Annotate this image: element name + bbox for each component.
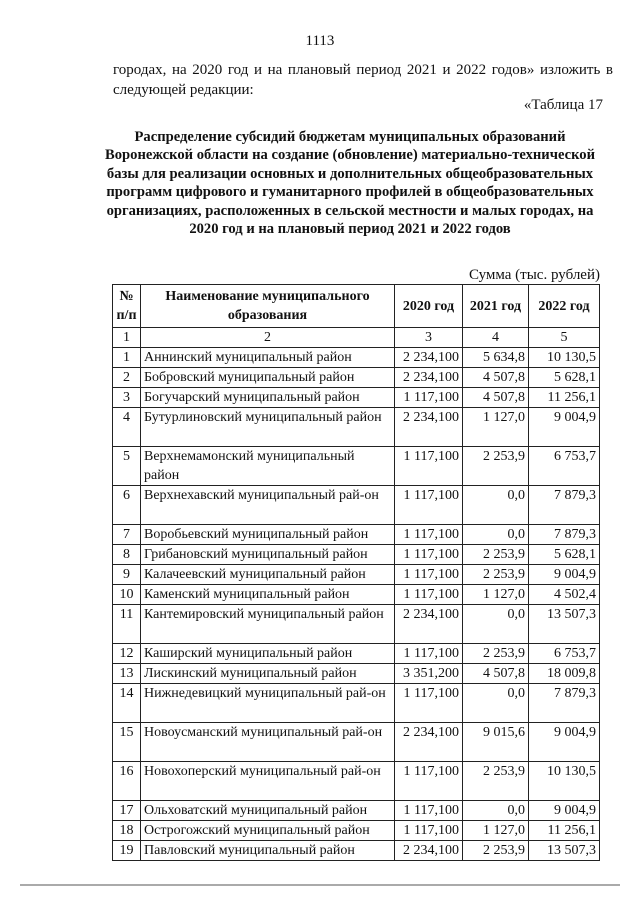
value-2022: 9 004,9 <box>529 565 600 585</box>
header-name: Наименование муниципального образования <box>141 285 395 328</box>
municipality-name: Новоусманский муниципальный рай-он <box>141 723 395 762</box>
table-row <box>113 605 600 644</box>
value-2022: 7 879,3 <box>529 525 600 545</box>
value-2022: 13 507,3 <box>529 605 600 644</box>
row-number: 8 <box>113 545 141 565</box>
row-number: 14 <box>113 684 141 723</box>
municipality-name: Острогожский муниципальный район <box>141 821 395 841</box>
value-2021: 2 253,9 <box>463 644 529 664</box>
value-2021: 1 127,0 <box>463 408 529 447</box>
table-row <box>113 545 600 565</box>
intro-text: городах, на 2020 год и на плановый период 2021 и 2022 годов» изложить в следующей редакции: <box>113 62 613 98</box>
row-number: 18 <box>113 821 141 841</box>
table-row <box>113 348 600 368</box>
value-2022: 7 879,3 <box>529 684 600 723</box>
value-2020: 2 234,100 <box>395 841 463 861</box>
table-header-row <box>113 285 600 328</box>
table-row <box>113 447 600 486</box>
municipality-name: Богучарский муниципальный район <box>141 388 395 408</box>
municipality-name: Каменский муниципальный район <box>141 585 395 605</box>
value-2020: 1 117,100 <box>395 545 463 565</box>
table-row <box>113 525 600 545</box>
table-row <box>113 841 600 861</box>
value-2021: 0,0 <box>463 684 529 723</box>
index-cell: 1 <box>113 328 141 348</box>
value-2020: 2 234,100 <box>395 408 463 447</box>
value-2020: 1 117,100 <box>395 388 463 408</box>
value-2022: 6 753,7 <box>529 644 600 664</box>
value-2022: 6 753,7 <box>529 447 600 486</box>
value-2020: 1 117,100 <box>395 447 463 486</box>
value-2021: 0,0 <box>463 525 529 545</box>
column-index-row <box>113 328 600 348</box>
value-2020: 2 234,100 <box>395 348 463 368</box>
municipality-name: Павловский муниципальный район <box>141 841 395 861</box>
page-number: 1113 <box>305 33 335 49</box>
value-2020: 1 117,100 <box>395 585 463 605</box>
municipality-name: Новохоперский муниципальный рай-он <box>141 762 395 801</box>
row-number: 1 <box>113 348 141 368</box>
value-2021: 1 127,0 <box>463 821 529 841</box>
row-number: 3 <box>113 388 141 408</box>
municipality-name: Воробьевский муниципальный район <box>141 525 395 545</box>
header-2022: 2022 год <box>529 285 600 328</box>
document-title: Распределение субсидий бюджетам муниципальных образований Воронежской области на создание (обновление) материально-технической базы для реализации основных и дополнительных общеобразовательных программ цифрового и гуманитарного профилей в общеобразовательных организациях, расположенных в сельской местности и малых городах, на 2020 год и на плановый период 2021 и 2022 годов <box>105 129 595 238</box>
subsidies-table <box>112 284 600 861</box>
table-row <box>113 408 600 447</box>
municipality-name: Верхнехавский муниципальный рай-он <box>141 486 395 525</box>
row-number: 11 <box>113 605 141 644</box>
value-2022: 5 628,1 <box>529 368 600 388</box>
value-2020: 1 117,100 <box>395 821 463 841</box>
table-row <box>113 585 600 605</box>
value-2022: 9 004,9 <box>529 408 600 447</box>
value-2022: 11 256,1 <box>529 821 600 841</box>
municipality-name: Грибановский муниципальный район <box>141 545 395 565</box>
value-2021: 2 253,9 <box>463 545 529 565</box>
row-number: 6 <box>113 486 141 525</box>
table-row <box>113 644 600 664</box>
value-2020: 3 351,200 <box>395 664 463 684</box>
value-2021: 0,0 <box>463 486 529 525</box>
municipality-name: Калачеевский муниципальный район <box>141 565 395 585</box>
table-row <box>113 801 600 821</box>
municipality-name: Бобровский муниципальный район <box>141 368 395 388</box>
value-2022: 5 628,1 <box>529 545 600 565</box>
value-2020: 1 117,100 <box>395 644 463 664</box>
value-2020: 1 117,100 <box>395 565 463 585</box>
value-2021: 4 507,8 <box>463 368 529 388</box>
value-2020: 1 117,100 <box>395 684 463 723</box>
value-2020: 1 117,100 <box>395 801 463 821</box>
value-2022: 9 004,9 <box>529 723 600 762</box>
value-2022: 13 507,3 <box>529 841 600 861</box>
value-2021: 5 634,8 <box>463 348 529 368</box>
value-2020: 1 117,100 <box>395 486 463 525</box>
index-cell: 4 <box>463 328 529 348</box>
municipality-name: Бутурлиновский муниципальный район <box>141 408 395 447</box>
row-number: 16 <box>113 762 141 801</box>
row-number: 4 <box>113 408 141 447</box>
municipality-name: Верхнемамонский муниципальный район <box>141 447 395 486</box>
table-row <box>113 664 600 684</box>
value-2021: 1 127,0 <box>463 585 529 605</box>
municipality-name: Аннинский муниципальный район <box>141 348 395 368</box>
value-2021: 2 253,9 <box>463 762 529 801</box>
table-row <box>113 762 600 801</box>
table-row <box>113 368 600 388</box>
value-2021: 2 253,9 <box>463 447 529 486</box>
index-cell: 5 <box>529 328 600 348</box>
row-number: 13 <box>113 664 141 684</box>
table-row <box>113 565 600 585</box>
value-2022: 18 009,8 <box>529 664 600 684</box>
page-bottom-edge <box>20 884 620 886</box>
municipality-name: Лискинский муниципальный район <box>141 664 395 684</box>
row-number: 19 <box>113 841 141 861</box>
value-2021: 2 253,9 <box>463 841 529 861</box>
value-2021: 2 253,9 <box>463 565 529 585</box>
municipality-name: Каширский муниципальный район <box>141 644 395 664</box>
value-2020: 1 117,100 <box>395 762 463 801</box>
table-row <box>113 723 600 762</box>
value-2022: 10 130,5 <box>529 348 600 368</box>
value-2021: 9 015,6 <box>463 723 529 762</box>
value-2021: 4 507,8 <box>463 664 529 684</box>
sum-unit-label: Сумма (тыс. рублей) <box>468 267 600 283</box>
table-row <box>113 684 600 723</box>
value-2020: 2 234,100 <box>395 368 463 388</box>
table-row <box>113 388 600 408</box>
municipality-name: Нижнедевицкий муниципальный рай-он <box>141 684 395 723</box>
table-row <box>113 486 600 525</box>
header-2020: 2020 год <box>395 285 463 328</box>
table-body <box>113 328 600 861</box>
value-2020: 1 117,100 <box>395 525 463 545</box>
row-number: 9 <box>113 565 141 585</box>
row-number: 17 <box>113 801 141 821</box>
index-cell: 3 <box>395 328 463 348</box>
header-2021: 2021 год <box>463 285 529 328</box>
value-2022: 9 004,9 <box>529 801 600 821</box>
value-2022: 11 256,1 <box>529 388 600 408</box>
value-2021: 0,0 <box>463 801 529 821</box>
municipality-name: Ольховатский муниципальный район <box>141 801 395 821</box>
row-number: 2 <box>113 368 141 388</box>
row-number: 10 <box>113 585 141 605</box>
header-num: № п/п <box>113 285 141 328</box>
table-row <box>113 821 600 841</box>
value-2021: 4 507,8 <box>463 388 529 408</box>
value-2022: 4 502,4 <box>529 585 600 605</box>
index-cell: 2 <box>141 328 395 348</box>
row-number: 12 <box>113 644 141 664</box>
row-number: 15 <box>113 723 141 762</box>
value-2020: 2 234,100 <box>395 723 463 762</box>
value-2020: 2 234,100 <box>395 605 463 644</box>
value-2021: 0,0 <box>463 605 529 644</box>
value-2022: 7 879,3 <box>529 486 600 525</box>
table-reference: «Таблица 17 <box>523 97 603 113</box>
municipality-name: Кантемировский муниципальный район <box>141 605 395 644</box>
row-number: 5 <box>113 447 141 486</box>
value-2022: 10 130,5 <box>529 762 600 801</box>
row-number: 7 <box>113 525 141 545</box>
